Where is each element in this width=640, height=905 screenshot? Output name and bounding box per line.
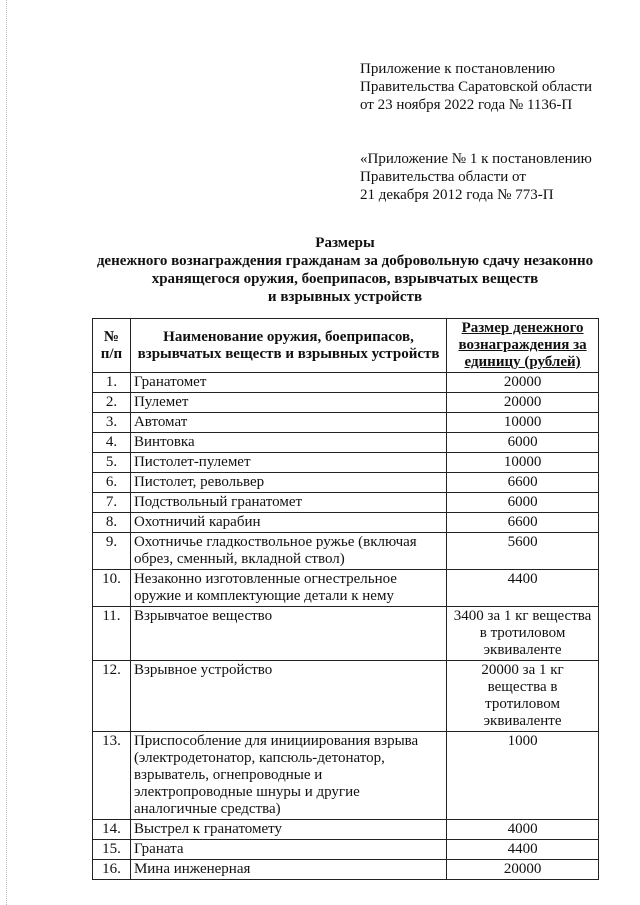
original-appendix-line: Правительства области от [360, 169, 526, 185]
title-line: хранящегося оружия, боеприпасов, взрывчатых веществ [151, 271, 539, 287]
document-title [80, 234, 610, 306]
reward-amount: 6000 [447, 433, 599, 453]
row-number: 7. [93, 493, 131, 513]
table-header-row [93, 319, 599, 373]
table-row [93, 661, 599, 732]
row-number: 3. [93, 413, 131, 433]
item-name: Автомат [130, 413, 446, 433]
table-row [93, 732, 599, 820]
item-name: Охотничий карабин [130, 513, 446, 533]
table-row [93, 393, 599, 413]
reward-amount: 4000 [447, 820, 599, 840]
table-row [93, 607, 599, 661]
table-row [93, 413, 599, 433]
reward-amount: 20000 [447, 373, 599, 393]
row-number: 9. [93, 533, 131, 570]
table-row [93, 840, 599, 860]
scan-margin-line [6, 0, 8, 905]
appendix-header-line: Приложение к постановлению [360, 61, 556, 77]
table-row [93, 373, 599, 393]
table-row [93, 513, 599, 533]
reward-amount: 20000 [447, 393, 599, 413]
item-name: Взрывное устройство [130, 661, 446, 732]
table-row [93, 473, 599, 493]
reward-amount: 6600 [447, 513, 599, 533]
row-number: 4. [93, 433, 131, 453]
reward-amount: 20000 [447, 860, 599, 880]
row-number: 14. [93, 820, 131, 840]
table-row [93, 433, 599, 453]
reward-amount: 10000 [447, 453, 599, 473]
row-number: 6. [93, 473, 131, 493]
item-name: Винтовка [130, 433, 446, 453]
reward-amount: 1000 [447, 732, 599, 820]
row-number: 13. [93, 732, 131, 820]
item-name: Граната [130, 840, 446, 860]
row-number: 5. [93, 453, 131, 473]
row-number: 15. [93, 840, 131, 860]
reward-amount: 4400 [447, 840, 599, 860]
item-name: Охотничье гладкоствольное ружье (включая обрез, сменный, вкладной ствол) [130, 533, 446, 570]
table-row [93, 860, 599, 880]
row-number: 11. [93, 607, 131, 661]
row-number: 12. [93, 661, 131, 732]
item-name: Пистолет, револьвер [130, 473, 446, 493]
row-number: 10. [93, 570, 131, 607]
table-row [93, 820, 599, 840]
table-row [93, 533, 599, 570]
item-name: Выстрел к гранатомету [130, 820, 446, 840]
reward-amount: 10000 [447, 413, 599, 433]
appendix-header-line: Правительства Саратовской области [360, 79, 593, 95]
item-name: Подствольный гранатомет [130, 493, 446, 513]
reward-amount: 20000 за 1 кг вещества в тротиловом эквиваленте [447, 661, 599, 732]
title-line: и взрывных устройств [267, 289, 423, 305]
reward-amount: 3400 за 1 кг вещества в тротиловом эквиваленте [447, 607, 599, 661]
table-row [93, 453, 599, 473]
appendix-header [360, 60, 592, 114]
original-appendix-header [360, 150, 592, 204]
item-name: Гранатомет [130, 373, 446, 393]
table-row [93, 493, 599, 513]
table-row [93, 570, 599, 607]
column-header-number: № п/п [93, 319, 131, 373]
title-line: денежного вознаграждения гражданам за добровольную сдачу незаконно [96, 253, 594, 269]
item-name: Взрывчатое вещество [130, 607, 446, 661]
row-number: 16. [93, 860, 131, 880]
appendix-header-line: от 23 ноября 2022 года № 1136-П [360, 97, 573, 113]
reward-amount: 4400 [447, 570, 599, 607]
row-number: 1. [93, 373, 131, 393]
row-number: 8. [93, 513, 131, 533]
reward-amount: 6000 [447, 493, 599, 513]
item-name: Мина инженерная [130, 860, 446, 880]
column-header-name: Наименование оружия, боеприпасов, взрывчатых веществ и взрывных устройств [130, 319, 446, 373]
reward-amount: 5600 [447, 533, 599, 570]
reward-amount: 6600 [447, 473, 599, 493]
original-appendix-line: 21 декабря 2012 года № 773-П [360, 187, 554, 203]
original-appendix-line: «Приложение № 1 к постановлению [360, 151, 592, 167]
item-name: Пистолет-пулемет [130, 453, 446, 473]
item-name: Незаконно изготовленные огнестрельное оружие и комплектующие детали к нему [130, 570, 446, 607]
reward-table [92, 318, 599, 880]
item-name: Приспособление для инициирования взрыва (электродетонатор, капсюль-детонатор, взрыватель, огнепроводные и электропроводные шнуры и другие аналогичные средства) [130, 732, 446, 820]
title-line: Размеры [315, 235, 375, 251]
item-name: Пулемет [130, 393, 446, 413]
column-header-amount: Размер денежного вознаграждения за единицу (рублей) [447, 319, 599, 373]
row-number: 2. [93, 393, 131, 413]
